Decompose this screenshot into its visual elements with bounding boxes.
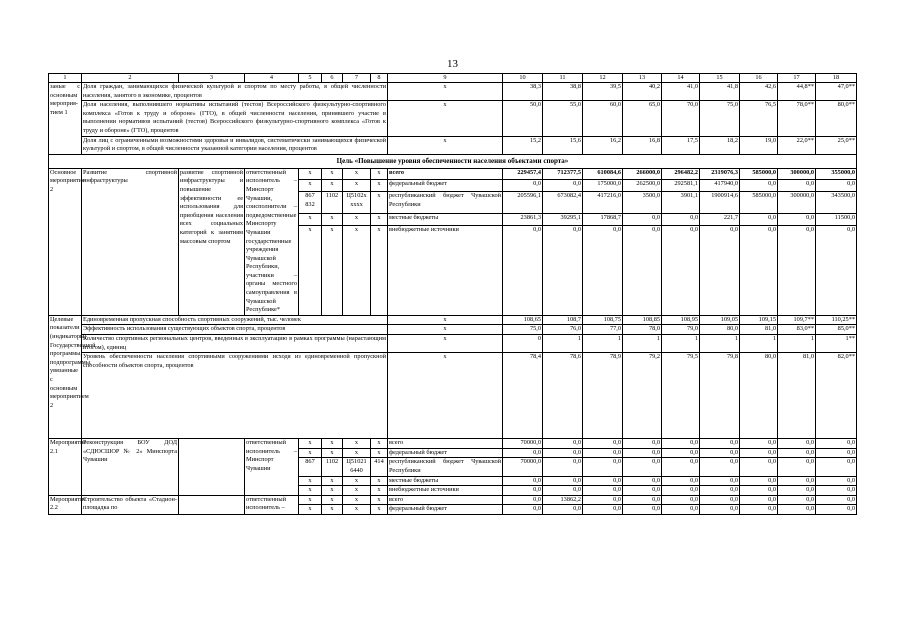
activity-name: Строительство объекта «Стадион-площадка по <box>82 495 179 514</box>
funding-source: федеральный бюджет <box>388 448 503 458</box>
budget-code: x <box>343 180 371 192</box>
value-cell: 81,0 <box>740 325 778 335</box>
value-cell: 41,0 <box>662 83 700 101</box>
value-cell: 55,0 <box>543 101 583 136</box>
activity-row <box>49 168 857 180</box>
value-cell: 0,0 <box>778 225 816 315</box>
responsible-executor: ответственный исполнитель – <box>245 495 299 514</box>
budget-code: x <box>371 180 388 192</box>
value-cell: 76,5 <box>740 101 778 136</box>
value-cell: 585000,0 <box>740 168 778 180</box>
value-cell: 81,0 <box>778 353 816 439</box>
value-cell: 0,0 <box>816 505 857 515</box>
indicator-text: Доля населения, выполнившего нормативы испытаний (тестов) Всероссийского физкультурно-спортивного комплекса «Готов к труду и обороне» (ГТО), в общей численности населения, принявшего участие в выполнении нормативов испытаний (тестов) Всероссийского физкультурно-спортивного комплекса «Готов к труду и обороне» (ГТО), процентов <box>82 101 388 136</box>
target-row <box>49 335 857 353</box>
value-cell: 262500,0 <box>623 180 662 192</box>
value-cell: 0,0 <box>700 439 740 449</box>
value-cell: 38,8 <box>543 83 583 101</box>
value-cell: 109,7** <box>778 315 816 325</box>
value-cell: 15,6 <box>543 136 583 154</box>
targets-label: Целевые показатели (индикаторы) Государственной программы, подпрограммы, увязанные с основным мероприятием 2 <box>49 315 82 438</box>
budget-code: x <box>322 439 343 449</box>
value-cell: 0,0 <box>662 505 700 515</box>
value-cell: 70000,0 <box>503 458 543 476</box>
value-cell: 0,0 <box>543 476 583 486</box>
value-cell: 50,0 <box>503 101 543 136</box>
value-cell: 0,0 <box>543 458 583 476</box>
value-cell: 0,0 <box>816 225 857 315</box>
value-cell: 0,0 <box>623 495 662 505</box>
value-cell: 0,0 <box>583 458 623 476</box>
budget-code: x <box>343 486 371 496</box>
column-number: 9 <box>388 74 503 83</box>
value-cell: 0,0 <box>583 495 623 505</box>
value-cell: 0,0 <box>740 476 778 486</box>
budget-code: x <box>322 476 343 486</box>
value-cell: 0,0 <box>740 495 778 505</box>
value-cell: 109,15 <box>740 315 778 325</box>
activity-name: Реконструкция БОУ ДОД «СДЮСШОР № 2» Минспорта Чувашии <box>82 439 179 496</box>
budget-code: 867 <box>299 458 322 476</box>
value-cell: 79,2 <box>623 353 662 439</box>
column-number: 11 <box>543 74 583 83</box>
value-cell: 11500,0 <box>816 214 857 226</box>
budget-code: x <box>343 225 371 315</box>
responsible-executor: ответственный исполнитель – Минспорт Чувашии, соисполнители – подведомственные Минспорту Чувашии государственные учреждения Чувашской Республики, участники – органы местного самоуправления в Чувашской Республике* <box>245 168 299 315</box>
value-cell: 300000,0 <box>778 168 816 180</box>
activity-task <box>179 495 245 514</box>
budget-code: 1102 <box>322 458 343 476</box>
value-cell: 77,0 <box>583 325 623 335</box>
value-cell: 70000,0 <box>503 439 543 449</box>
value-cell: 0,0 <box>543 439 583 449</box>
x-cell: x <box>388 136 503 154</box>
value-cell: 417216,0 <box>583 192 623 214</box>
budget-code: x <box>371 505 388 515</box>
funding-source: федеральный бюджет <box>388 180 503 192</box>
column-number: 12 <box>583 74 623 83</box>
budget-code: x <box>322 180 343 192</box>
value-cell: 109,05 <box>700 315 740 325</box>
funding-source: местные бюджеты <box>388 476 503 486</box>
value-cell: 16,8 <box>623 136 662 154</box>
value-cell: 0,0 <box>740 458 778 476</box>
budget-code: 1102 <box>322 192 343 214</box>
value-cell: 78,4 <box>503 353 543 439</box>
goal-row <box>49 154 857 168</box>
activity-label: Основное мероприятие 2 <box>49 168 82 315</box>
value-cell: 80,0** <box>816 101 857 136</box>
value-cell: 78,0** <box>778 101 816 136</box>
value-cell: 0,0 <box>700 486 740 496</box>
value-cell: 108,65 <box>503 315 543 325</box>
value-cell: 610084,6 <box>583 168 623 180</box>
value-cell: 0,0 <box>503 180 543 192</box>
x-cell: x <box>388 83 503 101</box>
value-cell: 42,6 <box>740 83 778 101</box>
value-cell: 343500,0 <box>816 192 857 214</box>
indicator-text: Единовременная пропускная способность спортивных сооружений, тыс. человек <box>82 315 388 325</box>
value-cell: 23861,3 <box>503 214 543 226</box>
budget-code: x <box>343 168 371 180</box>
value-cell: 0,0 <box>543 180 583 192</box>
column-number: 17 <box>778 74 816 83</box>
column-number: 8 <box>371 74 388 83</box>
value-cell: 108,95 <box>662 315 700 325</box>
budget-code: x <box>322 495 343 505</box>
value-cell: 0,0 <box>816 495 857 505</box>
value-cell: 0,0 <box>623 439 662 449</box>
value-cell: 0,0 <box>503 505 543 515</box>
column-number: 7 <box>343 74 371 83</box>
value-cell: 0,0 <box>583 225 623 315</box>
value-cell: 0,0 <box>778 214 816 226</box>
value-cell: 0,0 <box>623 225 662 315</box>
value-cell: 0,0 <box>503 495 543 505</box>
value-cell: 1 <box>662 335 700 353</box>
budget-code: x <box>322 225 343 315</box>
column-number: 5 <box>299 74 322 83</box>
value-cell: 0,0 <box>503 448 543 458</box>
value-cell: 0,0 <box>700 448 740 458</box>
value-cell: 0,0 <box>623 458 662 476</box>
value-cell: 0,0 <box>700 495 740 505</box>
column-number: 18 <box>816 74 857 83</box>
x-cell: x <box>388 101 503 136</box>
value-cell: 0,0 <box>543 505 583 515</box>
budget-code: x <box>299 439 322 449</box>
value-cell: 82,0** <box>816 353 857 439</box>
value-cell: 0,0 <box>583 486 623 496</box>
value-cell: 41,8 <box>700 83 740 101</box>
value-cell: 0,0 <box>583 505 623 515</box>
value-cell: 0,0 <box>778 486 816 496</box>
value-cell: 40,2 <box>623 83 662 101</box>
value-cell: 0,0 <box>662 476 700 486</box>
value-cell: 83,0** <box>778 325 816 335</box>
budget-code: x <box>322 448 343 458</box>
funding-source: местные бюджеты <box>388 214 503 226</box>
indicator-row <box>49 101 857 136</box>
target-row <box>49 315 857 325</box>
budget-code: x <box>299 180 322 192</box>
value-cell: 18,2 <box>700 136 740 154</box>
value-cell: 0,0 <box>662 495 700 505</box>
activity-label: Мероприятие 2.1 <box>49 439 82 496</box>
value-cell: 108,85 <box>623 315 662 325</box>
value-cell: 0,0 <box>623 476 662 486</box>
value-cell: 22,0** <box>778 136 816 154</box>
target-row <box>49 325 857 335</box>
budget-code: x <box>371 495 388 505</box>
x-cell: x <box>388 315 503 325</box>
budget-code: x <box>299 448 322 458</box>
value-cell: 0,0 <box>623 505 662 515</box>
budget-code: x <box>299 495 322 505</box>
value-cell: 0,0 <box>503 225 543 315</box>
budget-code: x <box>299 214 322 226</box>
value-cell: 0,0 <box>816 476 857 486</box>
value-cell: 80,0 <box>700 325 740 335</box>
value-cell: 60,0 <box>583 101 623 136</box>
value-cell: 0,0 <box>778 180 816 192</box>
budget-code: 867 832 <box>299 192 322 214</box>
value-cell: 75,0 <box>700 101 740 136</box>
indicator-row <box>49 136 857 154</box>
responsible-executor: ответственный исполнитель – Минспорт Чувашии <box>245 439 299 496</box>
value-cell: 292581,1 <box>662 180 700 192</box>
value-cell: 38,3 <box>503 83 543 101</box>
indicator-text: Доля лиц с ограниченными возможностями здоровья и инвалидов, систематически занимающихся физической культурой и спортом, в общей численности указанной категории населения, процентов <box>82 136 388 154</box>
value-cell: 0,0 <box>778 476 816 486</box>
value-cell: 0,0 <box>662 448 700 458</box>
budget-code: x <box>371 486 388 496</box>
x-cell: x <box>388 353 503 439</box>
value-cell: 0,0 <box>662 486 700 496</box>
column-number: 1 <box>49 74 82 83</box>
budget-code: x <box>343 495 371 505</box>
value-cell: 673082,4 <box>543 192 583 214</box>
header-row <box>49 74 857 83</box>
budget-code: x <box>371 476 388 486</box>
value-cell: 79,5 <box>662 353 700 439</box>
funding-source: всего <box>388 439 503 449</box>
value-cell: 0,0 <box>583 448 623 458</box>
budget-code: x <box>322 486 343 496</box>
value-cell: 1 <box>700 335 740 353</box>
budget-code: x <box>343 439 371 449</box>
x-cell: x <box>388 335 503 353</box>
value-cell: 39295,1 <box>543 214 583 226</box>
value-cell: 75,0 <box>503 325 543 335</box>
column-number: 10 <box>503 74 543 83</box>
value-cell: 0,0 <box>623 448 662 458</box>
column-number: 14 <box>662 74 700 83</box>
indicator-text: Доля граждан, занимающихся физической культурой и спортом по месту работы, в общей численности населения, занятого в экономике, процентов <box>82 83 388 101</box>
value-cell: 0,0 <box>662 225 700 315</box>
value-cell: 79,8 <box>700 353 740 439</box>
value-cell: 1** <box>816 335 857 353</box>
value-cell: 1 <box>778 335 816 353</box>
value-cell: 585000,0 <box>740 192 778 214</box>
value-cell: 712377,5 <box>543 168 583 180</box>
value-cell: 44,8** <box>778 83 816 101</box>
value-cell: 70,0 <box>662 101 700 136</box>
value-cell: 0 <box>503 335 543 353</box>
budget-code: x <box>343 448 371 458</box>
goal-title: Цель «Повышение уровня обеспеченности населения объектами спорта» <box>49 154 857 168</box>
target-row <box>49 353 857 439</box>
value-cell: 300000,0 <box>778 192 816 214</box>
value-cell: 3901,1 <box>662 192 700 214</box>
column-number: 6 <box>322 74 343 83</box>
value-cell: 2319076,3 <box>700 168 740 180</box>
value-cell: 0,0 <box>778 439 816 449</box>
value-cell: 0,0 <box>816 448 857 458</box>
x-cell: x <box>388 325 503 335</box>
value-cell: 0,0 <box>583 439 623 449</box>
value-cell: 0,0 <box>816 486 857 496</box>
indicator-text: Количество спортивных региональных центров, введенных в эксплуатацию в рамках программы (нарастающим итогом), единиц <box>82 335 388 353</box>
value-cell: 108,75 <box>583 315 623 325</box>
value-cell: 85,0** <box>816 325 857 335</box>
value-cell: 0,0 <box>543 225 583 315</box>
value-cell: 17,5 <box>662 136 700 154</box>
funding-source: республиканский бюджет Чувашской Республики <box>388 458 503 476</box>
section-label: заные с основным мероприя-тием 1 <box>49 83 82 155</box>
value-cell: 0,0 <box>740 505 778 515</box>
value-cell: 3500,0 <box>623 192 662 214</box>
value-cell: 0,0 <box>503 486 543 496</box>
value-cell: 296482,2 <box>662 168 700 180</box>
budget-code: x <box>322 214 343 226</box>
value-cell: 15,2 <box>503 136 543 154</box>
value-cell: 0,0 <box>816 458 857 476</box>
program-table <box>48 73 857 515</box>
value-cell: 0,0 <box>700 476 740 486</box>
page-number: 13 <box>447 58 458 70</box>
funding-source: федеральный бюджет <box>388 505 503 515</box>
value-cell: 0,0 <box>740 214 778 226</box>
value-cell: 0,0 <box>503 476 543 486</box>
budget-code: 414 <box>371 458 388 476</box>
budget-code: x <box>299 505 322 515</box>
value-cell: 221,7 <box>700 214 740 226</box>
value-cell: 417940,0 <box>700 180 740 192</box>
value-cell: 1 <box>543 335 583 353</box>
value-cell: 0,0 <box>740 180 778 192</box>
value-cell: 175000,0 <box>583 180 623 192</box>
indicator-text: Эффективность использования существующих объектов спорта, процентов <box>82 325 388 335</box>
budget-code: x <box>299 476 322 486</box>
budget-code: x <box>343 505 371 515</box>
value-cell: 0,0 <box>662 439 700 449</box>
value-cell: 0,0 <box>700 458 740 476</box>
value-cell: 0,0 <box>543 448 583 458</box>
budget-code: x <box>299 486 322 496</box>
value-cell: 108,7 <box>543 315 583 325</box>
value-cell: 0,0 <box>778 505 816 515</box>
value-cell: 110,25** <box>816 315 857 325</box>
column-number: 2 <box>82 74 179 83</box>
value-cell: 76,0 <box>543 325 583 335</box>
column-number: 16 <box>740 74 778 83</box>
value-cell: 0,0 <box>778 495 816 505</box>
column-number: 3 <box>179 74 245 83</box>
value-cell: 0,0 <box>816 180 857 192</box>
budget-code: x <box>299 225 322 315</box>
funding-source: внебюджетные источники <box>388 225 503 315</box>
budget-code: x <box>371 214 388 226</box>
budget-code: Ц51021 6440 <box>343 458 371 476</box>
value-cell: 78,0 <box>623 325 662 335</box>
column-number: 13 <box>623 74 662 83</box>
value-cell: 0,0 <box>623 486 662 496</box>
value-cell: 266000,0 <box>623 168 662 180</box>
value-cell: 0,0 <box>778 458 816 476</box>
budget-code: x <box>322 505 343 515</box>
value-cell: 1 <box>740 335 778 353</box>
budget-code: x <box>343 476 371 486</box>
value-cell: 0,0 <box>583 476 623 486</box>
budget-code: x <box>371 225 388 315</box>
value-cell: 0,0 <box>778 448 816 458</box>
activity-name: Развитие спортивной инфраструктуры <box>82 168 179 315</box>
budget-code: x <box>343 214 371 226</box>
budget-code: x <box>371 192 388 214</box>
activity-task <box>179 439 245 496</box>
value-cell: 39,5 <box>583 83 623 101</box>
indicator-row <box>49 83 857 101</box>
value-cell: 80,0 <box>740 353 778 439</box>
value-cell: 65,0 <box>623 101 662 136</box>
value-cell: 78,6 <box>543 353 583 439</box>
column-number: 4 <box>245 74 299 83</box>
value-cell: 0,0 <box>740 448 778 458</box>
value-cell: 0,0 <box>662 214 700 226</box>
value-cell: 0,0 <box>543 486 583 496</box>
value-cell: 0,0 <box>623 214 662 226</box>
funding-source: всего <box>388 168 503 180</box>
value-cell: 78,9 <box>583 353 623 439</box>
value-cell: 0,0 <box>662 458 700 476</box>
budget-code: x <box>371 168 388 180</box>
value-cell: 1 <box>623 335 662 353</box>
value-cell: 0,0 <box>740 225 778 315</box>
value-cell: 355000,0 <box>816 168 857 180</box>
budget-code: x <box>371 439 388 449</box>
value-cell: 0,0 <box>740 486 778 496</box>
value-cell: 0,0 <box>740 439 778 449</box>
value-cell: 79,0 <box>662 325 700 335</box>
value-cell: 0,0 <box>700 505 740 515</box>
value-cell: 13862,2 <box>543 495 583 505</box>
budget-code: Ц5102х xxxx <box>343 192 371 214</box>
budget-code: x <box>322 168 343 180</box>
value-cell: 19,0 <box>740 136 778 154</box>
value-cell: 25,0** <box>816 136 857 154</box>
value-cell: 0,0 <box>816 439 857 449</box>
funding-source: внебюджетные источники <box>388 486 503 496</box>
activity-label: Мероприятие 2.2 <box>49 495 82 514</box>
value-cell: 17868,7 <box>583 214 623 226</box>
funding-source: республиканский бюджет Чувашской Республики <box>388 192 503 214</box>
column-number: 15 <box>700 74 740 83</box>
activity-task: развитие спортивной инфраструктуры и повышение эффективности ее использования для приобщения населения всех социальных категорий к занятиям массовым спортом <box>179 168 245 315</box>
value-cell: 16,2 <box>583 136 623 154</box>
value-cell: 0,0 <box>700 225 740 315</box>
value-cell: 205596,1 <box>503 192 543 214</box>
funding-source: всего <box>388 495 503 505</box>
value-cell: 47,0** <box>816 83 857 101</box>
budget-code: x <box>371 448 388 458</box>
value-cell: 229457,4 <box>503 168 543 180</box>
budget-code: x <box>299 168 322 180</box>
activity-row <box>49 439 857 449</box>
activity-row <box>49 495 857 505</box>
indicator-text: Уровень обеспеченности населения спортивными сооружениями исходя из единовременной пропускной способности объектов спорта, процентов <box>82 353 388 439</box>
value-cell: 1900914,6 <box>700 192 740 214</box>
value-cell: 1 <box>583 335 623 353</box>
